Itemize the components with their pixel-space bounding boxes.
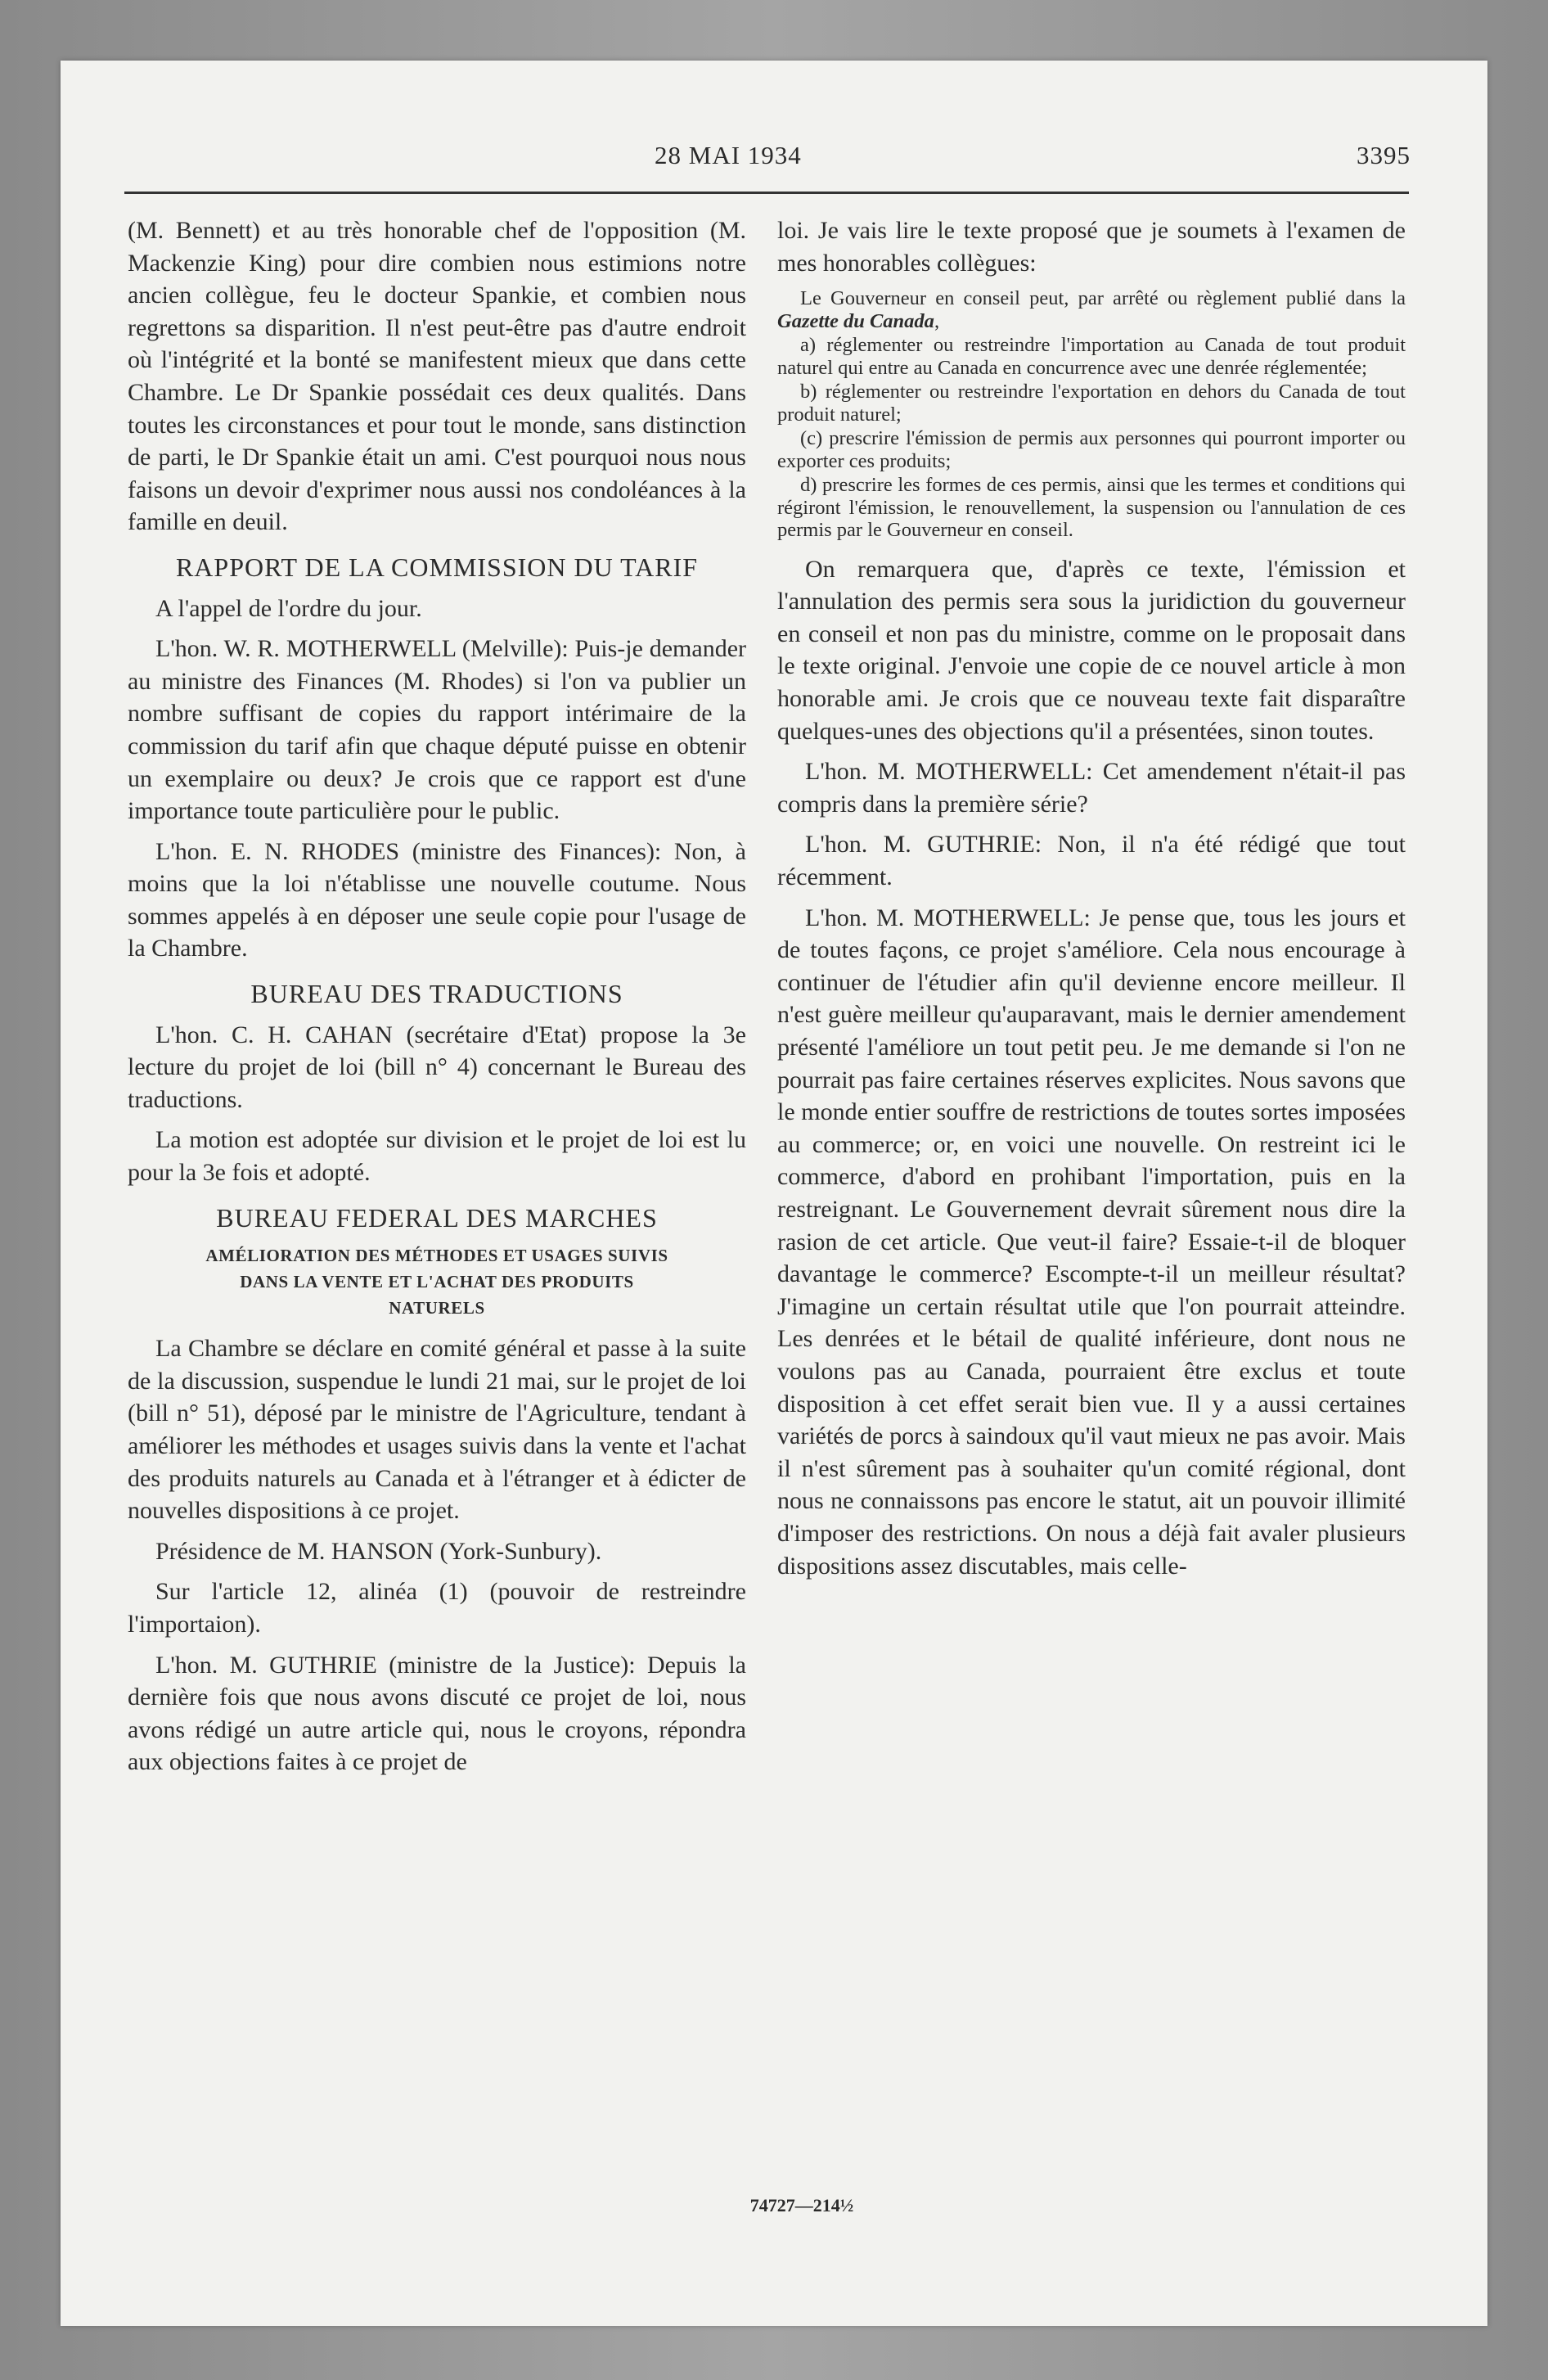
- paragraph: L'hon. C. H. CAHAN (secrétaire d'Etat) propose la 3e lecture du projet de loi (bill n° 4) concernant le Bureau des traductions.: [128, 1021, 746, 1113]
- paragraph: L'hon. M. MOTHERWELL: Je pense que, tous les jours et de toutes façons, ce projet s'améliore. Cela nous encourage à continuer de l'étudier afin qu'il devienne encore meilleur. Il n'est guère meilleur qu'auparavant, mais le dernier amendement présenté l'améliore un tout petit peu. Je me demande si l'on ne pourrait pas faire certaines réserves explicites. Nous savons que le monde entier souffre de restrictions de toutes sortes imposées au commerce; or, en voici une nouvelle. On restreint ici le commerce, d'abord en prohibant l'importation, puis en la restreignant. Le Gouvernement devrait sûrement nous dire la rasion de cet article. Que veut-il faire? Essaie-t-il de bloquer davantage le commerce? Escompte-t-il un meilleur résultat? J'imagine un certain résultat utile que l'on pourrait atteindre. Les denrées et le bétail de qualité inférieure, dont nous ne voulons pas au Canada, pourraient être exclus et toute disposition à cet effet serait bien vue. Il y a aussi certaines variétés de porcs à saindoux qu'il vaut mieux ne pas avoir. Mais il n'est sûrement pas à souhaiter qu'un comité régional, dont nous ne connaissons pas encore le statut, ait un pouvoir illimité d'imposer des restrictions. On nous a déjà fait avaler plusieurs dispositions assez discutables, mais celle-: [777, 904, 1406, 1580]
- paragraph: Présidence de M. HANSON (York-Sunbury).: [155, 1537, 602, 1565]
- paragraph: L'hon. M. MOTHERWELL: Cet amendement n'était-il pas compris dans la première série?: [777, 758, 1406, 818]
- sub-heading-line: AMÉLIORATION DES MÉTHODES ET USAGES SUIVIS: [205, 1246, 668, 1266]
- paragraph: L'hon. M. GUTHRIE: Non, il n'a été rédigé que tout récemment.: [777, 831, 1406, 891]
- paragraph: Sur l'article 12, alinéa (1) (pouvoir de restreindre l'importaion).: [128, 1578, 746, 1638]
- right-column: [777, 214, 1406, 1590]
- paragraph: La motion est adoptée sur division et le projet de loi est lu pour la 3e fois et adopté.: [128, 1126, 746, 1187]
- quote-text: ,: [934, 309, 940, 332]
- quoted-article-text: [777, 287, 1406, 542]
- paragraph: (M. Bennett) et au très honorable chef de l'opposition (M. Mackenzie King) pour dire combien nous estimions notre ancien collègue, feu le docteur Spankie, et combien nous regrettons sa disparition. Il n'est peut-être pas d'autre endroit où l'intégrité et la bonté se manifestent mieux que dans cette Chambre. Le Dr Spankie possédait ces deux qualités. Dans toutes les circonstances et pour tout le monde, sans distinction de parti, le Dr Spankie était un ami. C'est pourquoi nous nous faisons un devoir d'exprimer nous aussi nos condoléances à la famille en deuil.: [128, 217, 746, 536]
- paragraph: La Chambre se déclare en comité général et passe à la suite de la discussion, suspendue le lundi 21 mai, sur le projet de loi (bill n° 51), déposé par le ministre de l'Agriculture, tendant à améliorer les méthodes et usages suivis dans la vente et l'achat des produits naturels au Canada et à l'étranger et à édicter de nouvelles dispositions à ce projet.: [128, 1335, 746, 1525]
- section-heading-bureau-marches: BUREAU FEDERAL DES MARCHES: [216, 1202, 658, 1233]
- page-header: [124, 141, 1433, 182]
- paragraph: L'hon. M. GUTHRIE (ministre de la Justice): Depuis la dernière fois que nous avons discuté ce projet de loi, nous avons rédigé un autre article qui, nous le croyons, répondra aux objections faites à ce projet de: [128, 1651, 746, 1776]
- quote-line: [777, 287, 1406, 332]
- quote-line: d) prescrire les formes de ces permis, ainsi que les termes et conditions qui régiront l'émission, le renouvellement, la suspension ou l'annulation de ces permis par le Gouverneur en conseil.: [777, 474, 1406, 542]
- paragraph: On remarquera que, d'après ce texte, l'émission et l'annulation des permis sera sous la juridiction du gouverneur en conseil et non pas du ministre, comme on le proposait dans le texte original. J'envoie une copie de ce nouvel article à mon honorable ami. Je crois que ce nouveau texte fait disparaître quelques-unes des objections qu'il a présentées, sinon toutes.: [777, 555, 1406, 745]
- quote-line: b) réglementer ou restreindre l'exportation en dehors du Canada de tout produit naturel;: [777, 381, 1406, 426]
- quote-line: (c) prescrire l'émission de permis aux personnes qui pourront importer ou exporter ces produits;: [777, 427, 1406, 472]
- section-heading-rapport: RAPPORT DE LA COMMISSION DU TARIF: [175, 552, 699, 582]
- sub-heading: [128, 1242, 746, 1321]
- sub-heading-line: DANS LA VENTE ET L'ACHAT DES PRODUITS: [240, 1272, 634, 1292]
- section-heading-bureau-traductions: BUREAU DES TRADUCTIONS: [250, 979, 623, 1009]
- quote-line: a) réglementer ou restreindre l'importation au Canada de tout produit naturel qui entre au Canada en concurrence avec une denrée réglementée;: [777, 334, 1406, 379]
- paragraph: L'hon. E. N. RHODES (ministre des Finances): Non, à moins que la loi n'établisse une nouvelle coutume. Nous sommes appelés à en déposer une seule copie pour l'usage de la Chambre.: [128, 837, 746, 962]
- left-column: [128, 214, 746, 1787]
- header-date: 28 MAI 1934: [655, 141, 802, 169]
- sub-heading-line: NATURELS: [389, 1298, 485, 1318]
- paragraph: loi. Je vais lire le texte proposé que je soumets à l'examen de mes honorables collègues:: [777, 217, 1406, 277]
- paragraph: L'hon. W. R. MOTHERWELL (Melville): Puis-je demander au ministre des Finances (M. Rhodes) si l'on va publier un nombre suffisant de copies du rapport intérimaire de la commission du tarif afin que chaque député puisse en obtenir un exemplaire ou deux? Je crois que ce rapport est d'une importance toute particulière pour le public.: [128, 635, 746, 825]
- quote-text: Le Gouverneur en conseil peut, par arrêté ou règlement publié dans la: [800, 287, 1406, 310]
- gazette-title: Gazette du Canada: [777, 309, 934, 332]
- paragraph: A l'appel de l'ordre du jour.: [155, 594, 422, 622]
- header-rule: [124, 192, 1409, 194]
- printer-signature: 74727—214½: [749, 2195, 854, 2215]
- header-page-number: 3395: [1357, 141, 1411, 169]
